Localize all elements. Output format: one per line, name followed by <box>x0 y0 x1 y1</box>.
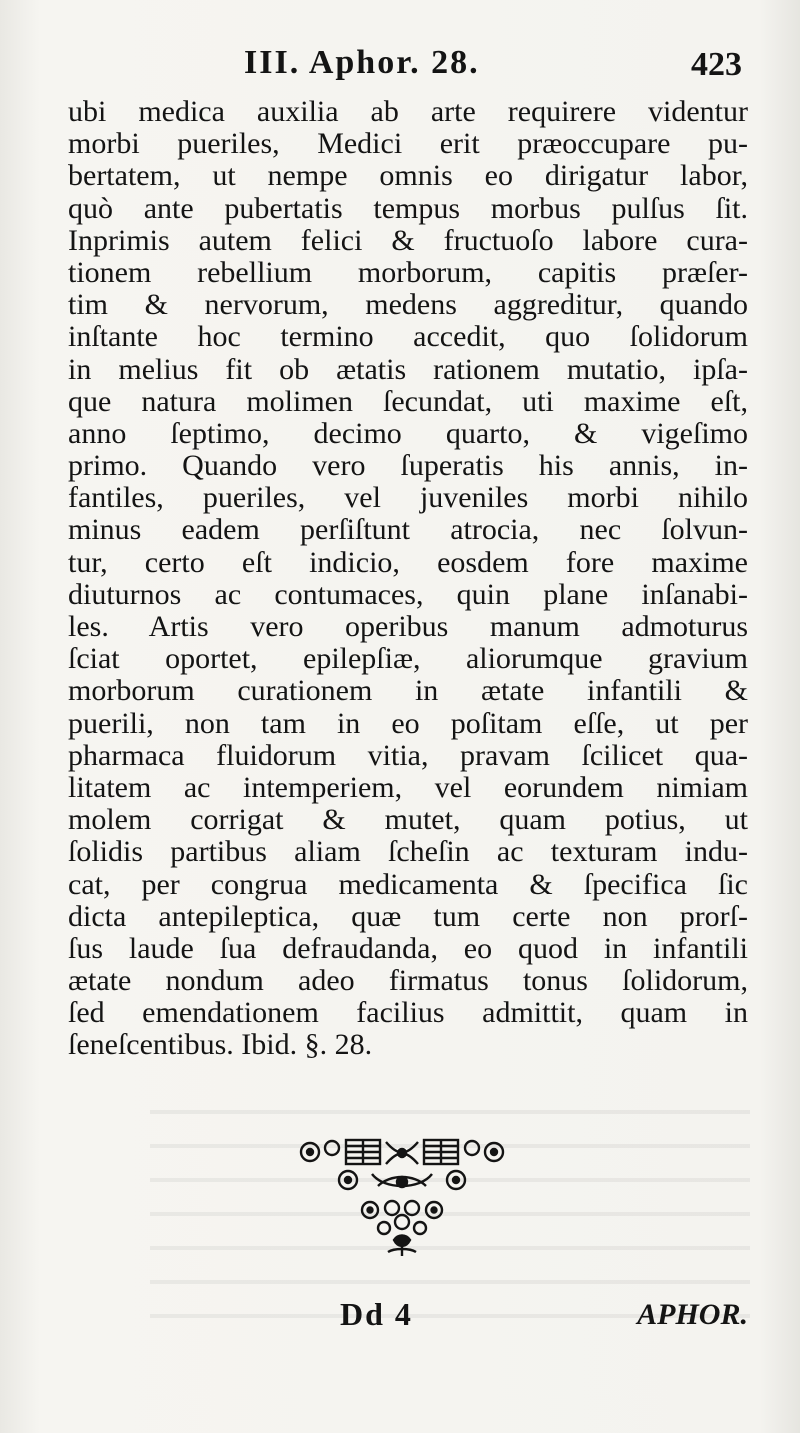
page-footer <box>68 1296 748 1346</box>
catchword: APHOR. <box>637 1298 748 1331</box>
running-head: III. Aphor. 28. <box>244 44 480 81</box>
text-line: pharmaca fluidorum vitia, pravam ſcilicet qua- <box>68 738 748 772</box>
text-line: inſtante hoc termino accedit, quo ſolidorum <box>68 320 748 354</box>
text-line: que natura molimen ſecundat, uti maxime eſt, <box>68 384 748 418</box>
text-line: ſed emendationem facilius admittit, quam in <box>68 996 748 1030</box>
text-line: dicta antepileptica, quæ tum certe non prorſ- <box>68 899 748 933</box>
page-number: 423 <box>691 46 742 83</box>
text-line: cat, per congrua medicamenta & ſpecifica ſic <box>68 867 748 901</box>
text-line: ſciat oportet, epilepſiæ, aliorumque gravium <box>68 642 748 676</box>
text-line: litatem ac intemperiem, vel eorundem nimiam <box>68 770 748 804</box>
text-line: ſeneſcentibus. Ibid. §. 28. <box>68 1028 373 1062</box>
text-line: minus eadem perſiſtunt atrocia, nec ſolvun- <box>68 513 748 547</box>
text-line: quò ante pubertatis tempus morbus pulſus ſit. <box>68 191 748 225</box>
text-line: morborum curationem in ætate infantili & <box>68 674 748 708</box>
text-line: tur, certo eſt indicio, eosdem fore maxime <box>68 545 748 579</box>
text-line: fantiles, pueriles, vel juveniles morbi nihilo <box>68 481 748 515</box>
text-line: anno ſeptimo, decimo quarto, & vigeſimo <box>68 416 748 450</box>
text-line: ſus laude ſua defraudanda, eo quod in infantili <box>68 931 748 965</box>
text-line: ſolidis partibus aliam ſcheſin ac texturam indu- <box>68 835 748 869</box>
page-header <box>68 40 748 90</box>
text-line: ætate nondum adeo firmatus tonus ſolidorum, <box>68 964 748 998</box>
text-line: diuturnos ac contumaces, quin plane inſanabi- <box>68 577 748 611</box>
text-line: puerili, non tam in eo poſitam eſſe, ut per <box>68 706 748 740</box>
signature-mark: Dd 4 <box>340 1296 413 1332</box>
text-line: ubi medica auxilia ab arte requirere videntur <box>68 95 748 128</box>
text-line: les. Artis vero operibus manum admoturus <box>68 610 748 643</box>
text-line: bertatem, ut nempe omnis eo dirigatur labor, <box>68 159 748 193</box>
text-line: tionem rebellium morborum, capitis præſer- <box>68 255 748 289</box>
floral-tailpiece-ornament-icon <box>288 1138 516 1258</box>
text-line: tim & nervorum, medens aggreditur, quando <box>68 288 748 322</box>
text-line: morbi pueriles, Medici erit præoccupare pu- <box>68 127 748 161</box>
text-line: primo. Quando vero ſuperatis his annis, in- <box>68 449 748 483</box>
body-text <box>68 96 748 1062</box>
text-line: molem corrigat & mutet, quam potius, ut <box>68 803 748 837</box>
text-line: Inprimis autem felici & fructuoſo labore cura- <box>68 223 748 257</box>
text-line: in melius fit ob ætatis rationem mutatio, ipſa- <box>68 352 748 386</box>
